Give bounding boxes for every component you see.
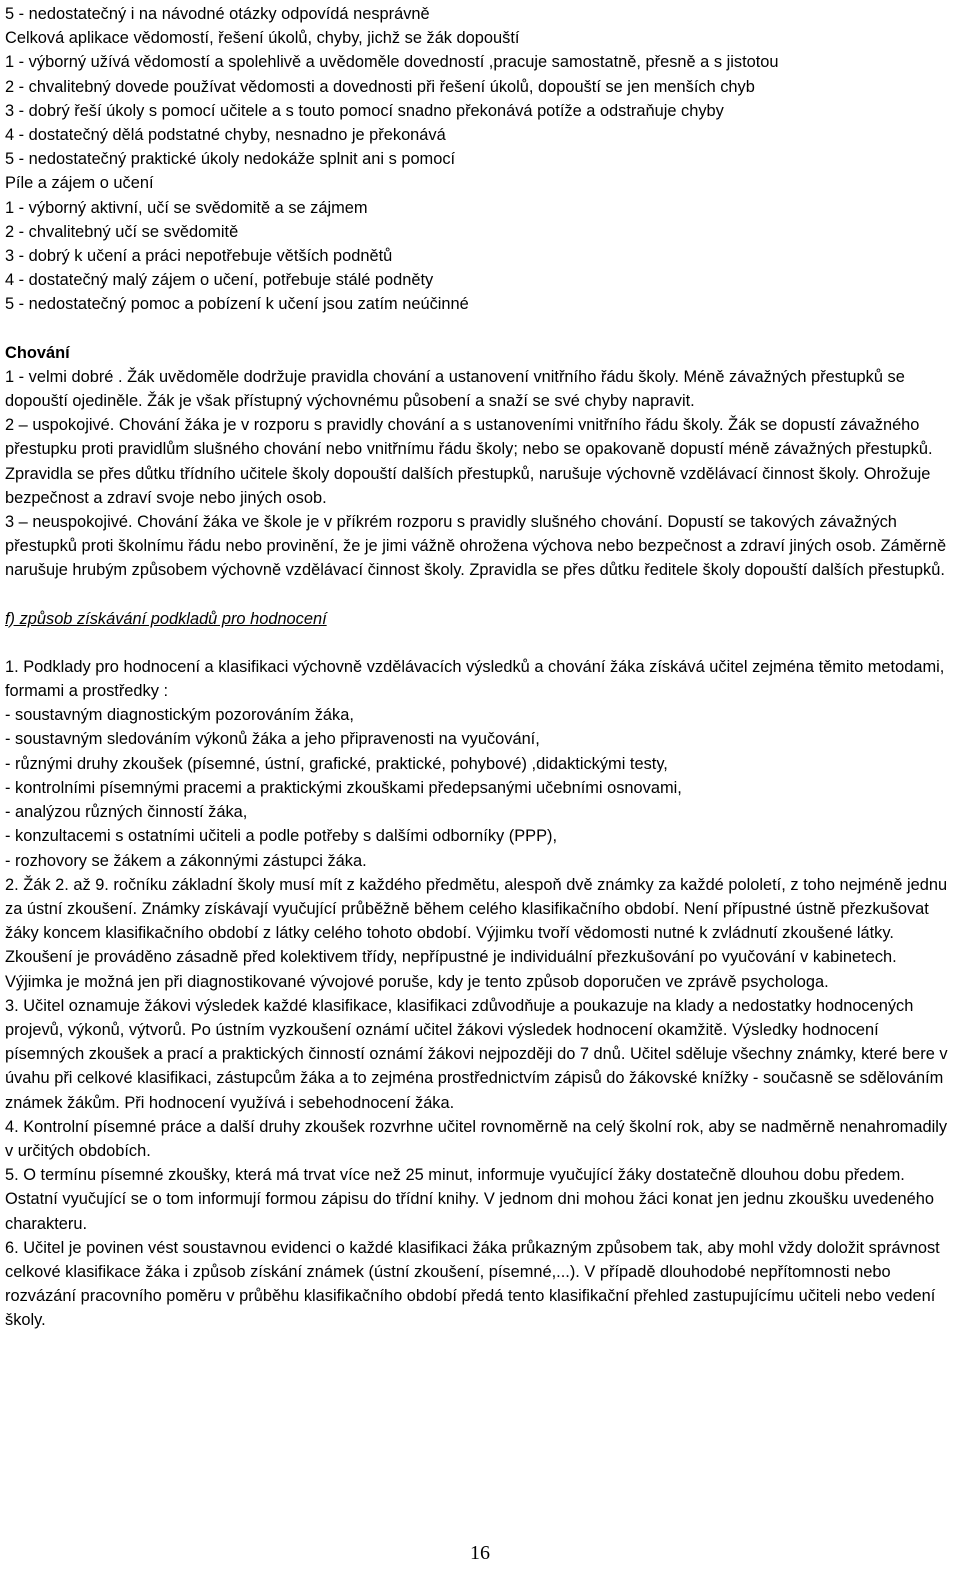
grading-line: 5 - nedostatečný i na návodné otázky odpovídá nesprávně	[5, 5, 430, 23]
section-paragraph: 1. Podklady pro hodnocení a klasifikaci výchovně vzdělávacích výsledků a chování žáka získává učitel zejména těmito metodami, formami a prostředky :	[5, 657, 945, 701]
method-item: - soustavným diagnostickým pozorováním žáka,	[5, 706, 354, 725]
grading-line: 3 - dobrý řeší úkoly s pomocí učitele a s touto pomocí snadno překonává potíže a odstraňuje chyby	[5, 101, 724, 120]
section-paragraph: 6. Učitel je povinen vést soustavnou evidenci o každé klasifikaci žáka průkazným způsobem tak, aby mohl vždy doložit správnost celkové klasifikace žáka i způsob získání známek (ústní zkoušení, písemné,...). V případě dlouhodobé nepřítomnosti nebo rozvázání pracovního poměru v průběhu klasifikačního období předá tento klasifikační přehled zastupujícímu učiteli nebo vedení školy.	[5, 1238, 940, 1330]
grading-line: 5 - nedostatečný pomoc a pobízení k učení jsou zatím neúčinné	[5, 295, 469, 314]
grading-line: 3 - dobrý k učení a práci nepotřebuje větších podnětů	[5, 247, 393, 266]
section-paragraph: 4. Kontrolní písemné práce a další druhy zkoušek rozvrhne učitel rovnoměrně na celý školní rok, aby se nadměrně nenahromadily v určitých obdobích.	[5, 1117, 948, 1160]
method-item: - kontrolními písemnými pracemi a praktickými zkouškami předepsanými učebními osnovami,	[5, 778, 682, 797]
grading-line: 1 - výborný aktivní, učí se svědomitě a se zájmem	[5, 198, 368, 217]
section-paragraph: 3. Učitel oznamuje žákovi výsledek každé klasifikace, klasifikaci zdůvodňuje a poukazuje na klady a nedostatky hodnocených projevů, výkonů, výtvorů. Po ústním vyzkoušení oznámí učitel žákovi výsledek hodnocení okamžitě. Výsledky hodnocení písemných zkoušek a prací a praktických činností oznámí žákovi nejpozději do 7 dnů. Učitel sděluje všechny známky, které bere v úvahu při celkové klasifikaci, zástupcům žáka a to zejména prostřednictvím zápisů do žákovské knížky - současně se sdělováním známek žákům. Při hodnocení využívá i sebehodnocení žáka.	[5, 996, 948, 1112]
method-item: - soustavným sledováním výkonů žáka a jeho připravenosti na vyučování,	[5, 730, 540, 749]
method-item: - analýzou různých činností žáka,	[5, 803, 248, 822]
grading-line: 1 - výborný užívá vědomostí a spolehlivě a uvědoměle dovedností ,pracuje samostatně, přesně a s jistotou	[5, 53, 779, 72]
spacer	[5, 317, 953, 341]
behavior-heading: Chování	[5, 343, 70, 362]
method-item: - konzultacemi s ostatními učiteli a podle potřeby s dalšími odborníky (PPP),	[5, 827, 558, 846]
section-paragraph: 2. Žák 2. až 9. ročníku základní školy musí mít z každého předmětu, alespoň dvě známky za každé pololetí, z toho nejméně jednu za ústní zkoušení. Známky získávají vyučující průběžně během celého klasifikačního období. Není přípustné ústně přezkušovat žáky koncem klasifikačního období z látky celého tohoto období. Výjimku tvoří vědomosti nutné k zvládnutí zkoušené látky. Zkoušení je prováděno zásadně před kolektivem třídy, nepřípustné je individuální přezkušování po vyučování v kabinetech. Výjimka je možná jen při diagnostikované vývojové poruše, kdy je tento způsob doporučen ve zprávě psychologa.	[5, 875, 948, 991]
grading-line: 2 - chvalitebný dovede používat vědomosti a dovednosti při řešení úkolů, dopouští se jen menších chyb	[5, 77, 755, 96]
grading-line: 4 - dostatečný malý zájem o učení, potřebuje stálé podněty	[5, 271, 434, 290]
grading-line: 2 - chvalitebný učí se svědomitě	[5, 222, 239, 241]
grading-line: 5 - nedostatečný praktické úkoly nedokáže splnit ani s pomocí	[5, 150, 456, 169]
page-number: 16	[470, 1542, 490, 1564]
method-item: - různými druhy zkoušek (písemné, ústní, grafické, praktické, pohybové) ,didaktickými testy,	[5, 754, 668, 773]
spacer	[5, 631, 953, 655]
grading-subheading: Celková aplikace vědomostí, řešení úkolů, chyby, jichž se žák dopouští	[5, 29, 520, 48]
spacer	[5, 583, 953, 607]
behavior-paragraph: 3 – neuspokojivé. Chování žáka ve škole je v příkrém rozporu s pravidly slušného chování. Dopustí se takových závažných přestupků proti školnímu řádu nebo provinění, že je jimi vážně ohrožena výchova nebo bezpečnost a zdraví jiných osob. Záměrně narušuje hrubým způsobem výchovně vzdělávací činnost školy. Zpravidla se přes důtku ředitele školy dopouští dalších přestupků.	[5, 513, 947, 580]
section-paragraph: 5. O termínu písemné zkoušky, která má trvat více než 25 minut, informuje vyučující žáky dostatečně dlouhou dobu předem. Ostatní vyučující se o tom informují formou zápisu do třídní knihy. V jednom dni mohou žáci konat jen jednu zkoušku uvedeného charakteru.	[5, 1166, 934, 1233]
method-item: - rozhovory se žákem a zákonnými zástupci žáka.	[5, 851, 367, 870]
behavior-paragraph: 2 – uspokojivé. Chování žáka je v rozporu s pravidly chování a s ustanoveními vnitřního řádu školy. Žák se dopustí závažného přestupku proti pravidlům slušného chování nebo vnitřnímu řádu školy; nebo se opakovaně dopustí méně závažných přestupků. Zpravidla se přes důtku třídního učitele školy dopouští dalších přestupků, narušuje výchovně vzdělávací činnost školy. Ohrožuje bezpečnost a zdraví svoje nebo jiných osob.	[5, 416, 933, 507]
grading-line: 4 - dostatečný dělá podstatné chyby, nesnadno je překonává	[5, 126, 446, 145]
behavior-paragraph: 1 - velmi dobré . Žák uvědoměle dodržuje pravidla chování a ustanovení vnitřního řádu školy. Méně závažných přestupků se dopouští ojediněle. Žák je však přístupný výchovnému působení a snaží se své chyby napravit.	[5, 367, 905, 411]
document-page	[5, 2, 953, 1333]
grading-subheading: Píle a zájem o učení	[5, 174, 154, 193]
section-heading: f) způsob získávání podkladů pro hodnocení	[5, 609, 327, 628]
